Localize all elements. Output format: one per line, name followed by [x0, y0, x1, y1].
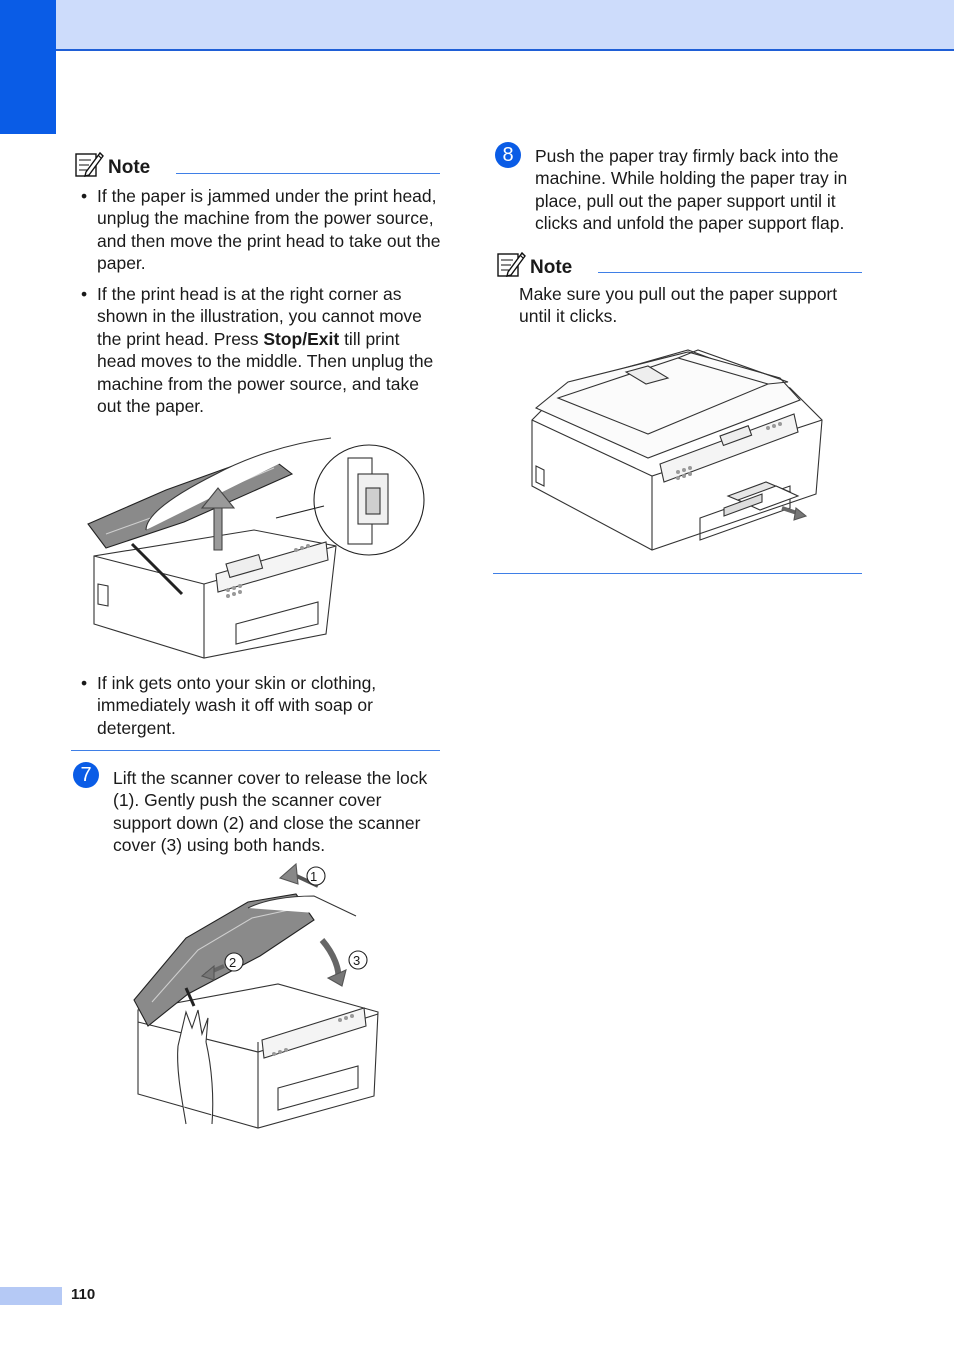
print-head-illustration — [86, 434, 430, 660]
bullet-mark: • — [81, 673, 88, 693]
page-number-tab — [0, 1287, 62, 1305]
step-8-marker: 8 — [495, 142, 521, 168]
bullet-text-part: till print head moves to the middle. Then unplug the machine from the power source, and take out the paper. — [97, 328, 434, 417]
bullet-text: If ink gets onto your skin or clothing, immediately wash it off with soap or detergent. — [97, 673, 377, 738]
note-header — [74, 150, 150, 178]
note-rule — [598, 272, 862, 273]
bullet-text-part: If the print head is at the right corner as shown in the illustration, you cannot move the print head. Press — [97, 284, 422, 349]
step-7-marker: 7 — [73, 762, 99, 788]
note-pencil-icon — [74, 150, 104, 178]
callout-1-label: 1 — [310, 869, 318, 884]
scanner-cover-illustration — [128, 862, 380, 1132]
section-divider — [71, 750, 440, 751]
note-rule — [176, 173, 440, 174]
note-text: Make sure you pull out the paper support until it clicks. — [519, 284, 838, 327]
note-bullet-3 — [81, 672, 441, 740]
bullet-text — [97, 283, 441, 417]
step-8-text: Push the paper tray firmly back into the machine. While holding the paper tray in place, pull out the paper support until it clicks and unfold the paper support flap. — [535, 146, 848, 234]
header-band — [0, 0, 954, 51]
callout-3-label: 3 — [353, 953, 361, 968]
callout-2-label: 2 — [229, 955, 237, 970]
step-7-text: Lift the scanner cover to release the lock (1). Gently push the scanner cover support down (2) and close the scanner cover (3) using both hands. — [113, 768, 428, 856]
page-number: 110 — [71, 1286, 96, 1303]
bullet-mark: • — [81, 284, 88, 304]
note-title: Note — [108, 157, 151, 178]
stop-exit-key-label: Stop/Exit — [263, 328, 340, 349]
paper-tray-illustration — [528, 348, 824, 552]
bullet-text: If the paper is jammed under the print head, unplug the machine from the power source, and then move the print head to take out the paper. — [97, 186, 441, 274]
chapter-tab — [0, 0, 56, 134]
section-divider — [493, 573, 862, 574]
note-title: Note — [530, 257, 573, 278]
note-bullet-1 — [81, 185, 441, 275]
note-bullet-2 — [81, 283, 441, 419]
note-header — [496, 250, 572, 278]
note-pencil-icon — [496, 250, 526, 278]
bullet-mark: • — [81, 186, 88, 206]
